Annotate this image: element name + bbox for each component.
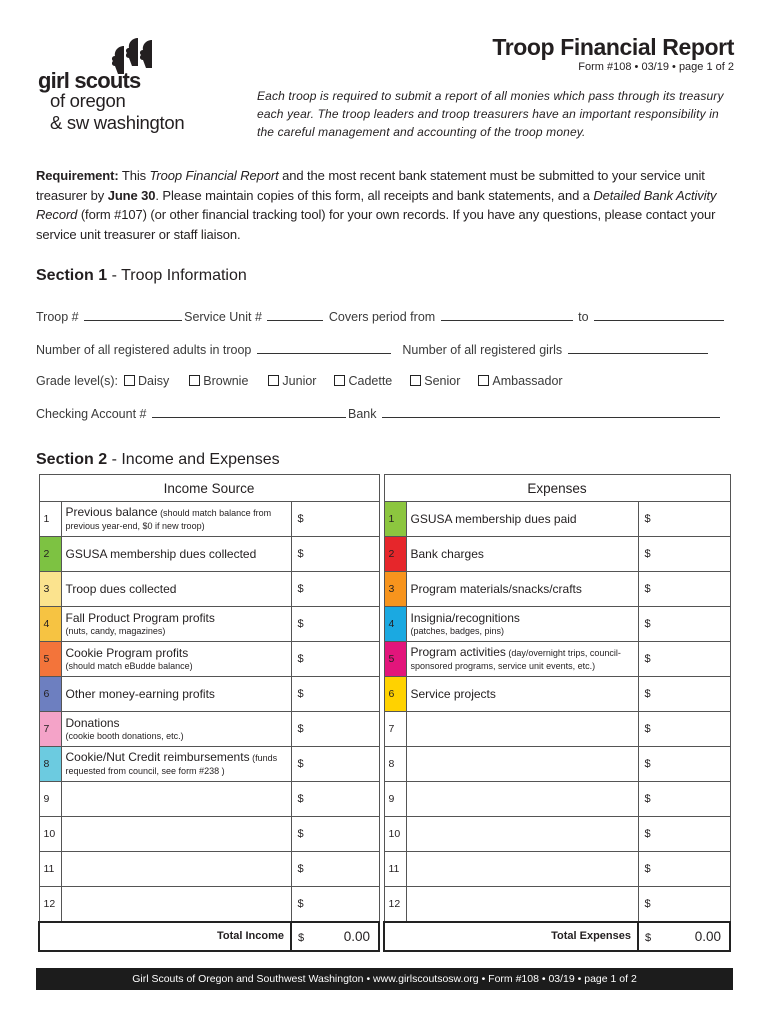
income-row-label: Donations xyxy=(65,715,120,730)
income-amount-field[interactable]: $ xyxy=(291,642,379,677)
income-amount-field[interactable]: $ xyxy=(291,502,379,537)
page-title: Troop Financial Report xyxy=(492,34,734,60)
requirement-paragraph xyxy=(36,166,736,244)
income-amount-field[interactable]: $ xyxy=(291,887,379,922)
expense-row xyxy=(384,642,730,677)
girls-field[interactable] xyxy=(568,343,708,354)
adults-label: Number of all registered adults in troop xyxy=(36,343,252,357)
income-row xyxy=(39,607,379,642)
org-name-line2: of oregon xyxy=(50,90,126,111)
income-amount-field[interactable]: $ xyxy=(291,712,379,747)
section1-heading-bold: Section 1 xyxy=(36,267,108,284)
grade-cadette-checkbox[interactable] xyxy=(334,375,345,386)
requirement-label: Requirement: xyxy=(36,168,119,183)
income-row-label-cell xyxy=(61,712,291,747)
grade-cadette-label: Cadette xyxy=(348,374,393,388)
expense-row-label-cell xyxy=(406,572,638,607)
covers-to-field[interactable] xyxy=(594,310,724,321)
income-row-label: Cookie Program profits xyxy=(65,645,189,660)
income-row-number: 1 xyxy=(39,502,61,537)
expense-row-number: 9 xyxy=(384,782,406,817)
income-amount-field[interactable]: $ xyxy=(291,572,379,607)
income-amount-field[interactable]: $ xyxy=(291,852,379,887)
expense-row-label-cell xyxy=(406,502,638,537)
expense-row-label-cell xyxy=(406,677,638,712)
expense-row-label-cell[interactable] xyxy=(406,887,638,922)
grade-daisy-checkbox[interactable] xyxy=(124,375,135,386)
income-row-number: 6 xyxy=(39,677,61,712)
expense-row xyxy=(384,817,730,852)
expense-row-label-cell[interactable] xyxy=(406,852,638,887)
req-text-3: . Please maintain copies of this form, all receipts and bank statements, and a xyxy=(155,187,594,203)
grade-senior-label: Senior xyxy=(424,374,461,388)
income-row-label: Fall Product Program profits xyxy=(65,610,215,625)
expense-row-label-cell[interactable] xyxy=(406,747,638,782)
to-label: to xyxy=(578,310,589,324)
income-row-sublabel: (cookie booth donations, etc.) xyxy=(65,730,184,741)
troop-info-row-2 xyxy=(36,343,710,357)
expense-row-note: (day/overnight trips, council- xyxy=(505,648,621,658)
expense-row-label-cell[interactable] xyxy=(406,712,638,747)
income-row-sublabel: previous year-end, $0 if new troop) xyxy=(65,521,205,531)
income-row-number: 8 xyxy=(39,747,61,782)
expense-row xyxy=(384,782,730,817)
income-row-label-cell xyxy=(61,677,291,712)
expense-amount-field[interactable]: $ xyxy=(638,782,730,817)
expense-row-number: 10 xyxy=(384,817,406,852)
expense-amount-field[interactable]: $ xyxy=(638,572,730,607)
expense-row-label: Service projects xyxy=(410,687,496,701)
grade-ambassador-checkbox[interactable] xyxy=(478,375,489,386)
section1-heading-rest: - Troop Information xyxy=(107,267,247,284)
req-deadline: June 30 xyxy=(107,187,156,203)
income-row xyxy=(39,887,379,922)
org-logo xyxy=(36,36,236,133)
income-row-label: Previous balance xyxy=(65,505,158,519)
bank-field[interactable] xyxy=(382,407,720,418)
total-expenses-value: 0.00 xyxy=(694,928,721,944)
income-row xyxy=(39,852,379,887)
income-row-label-cell xyxy=(61,537,291,572)
income-row xyxy=(39,502,379,537)
income-row-number: 9 xyxy=(39,782,61,817)
expense-row-label: Program activities xyxy=(410,645,506,659)
expenses-header: Expenses xyxy=(384,475,730,502)
income-amount-field[interactable]: $ xyxy=(291,782,379,817)
income-table xyxy=(38,474,380,952)
expense-row xyxy=(384,712,730,747)
expense-amount-field[interactable]: $ xyxy=(638,712,730,747)
expense-row-number: 8 xyxy=(384,747,406,782)
expense-row-number: 3 xyxy=(384,572,406,607)
expense-row xyxy=(384,537,730,572)
req-text-2: and the most recent bank statement must be submitted to your service unit treasurer by xyxy=(36,168,705,203)
checking-account-field[interactable] xyxy=(152,407,346,418)
expense-row xyxy=(384,502,730,537)
income-row-label-cell xyxy=(61,747,291,782)
income-row xyxy=(39,747,379,782)
expense-row-sublabel: (patches, badges, pins) xyxy=(410,625,505,636)
grade-levels-row xyxy=(36,374,563,388)
income-row-sublabel: (nuts, candy, magazines) xyxy=(65,625,166,636)
income-amount-field[interactable]: $ xyxy=(291,747,379,782)
intro-text: Each troop is required to submit a report of all monies which pass through its treasury each year. The troop leaders and troop treasurers have an important responsibility in the careful management and accounting of the troop money. xyxy=(257,89,724,139)
req-text-1: This xyxy=(118,168,150,183)
expense-amount-field[interactable]: $ xyxy=(638,887,730,922)
income-row-label-cell[interactable] xyxy=(61,817,291,852)
income-row-number: 5 xyxy=(39,642,61,677)
income-amount-field[interactable]: $ xyxy=(291,817,379,852)
income-row xyxy=(39,537,379,572)
expense-amount-field[interactable]: $ xyxy=(638,852,730,887)
income-row-label: Cookie/Nut Credit reimbursements xyxy=(65,750,250,764)
expense-row-number: 11 xyxy=(384,852,406,887)
expense-amount-field[interactable]: $ xyxy=(638,502,730,537)
troop-number-field[interactable] xyxy=(84,310,182,321)
expense-amount-field[interactable]: $ xyxy=(638,642,730,677)
total-income-value: 0.00 xyxy=(343,928,370,944)
income-row xyxy=(39,642,379,677)
bank-label: Bank xyxy=(347,407,377,421)
expense-amount-field[interactable]: $ xyxy=(638,747,730,782)
expense-amount-field[interactable]: $ xyxy=(638,537,730,572)
grade-ambassador-label: Ambassador xyxy=(492,374,563,388)
income-row-number: 4 xyxy=(39,607,61,642)
expense-row-number: 1 xyxy=(384,502,406,537)
troop-info-row-1 xyxy=(36,310,726,324)
expense-row xyxy=(384,572,730,607)
expense-row xyxy=(384,887,730,922)
req-italic-2: Detailed Bank Activity Record xyxy=(36,187,717,222)
expense-row-label: Bank charges xyxy=(410,547,484,561)
troop-number-label: Troop # xyxy=(36,310,79,324)
income-row-number: 7 xyxy=(39,712,61,747)
income-row-label-cell[interactable] xyxy=(61,782,291,817)
income-row-number: 2 xyxy=(39,537,61,572)
expense-row-label-cell xyxy=(406,537,638,572)
total-income-cell[interactable] xyxy=(291,922,379,951)
income-row-label-cell xyxy=(61,502,291,537)
total-expenses-label: Total Expenses xyxy=(384,922,638,951)
income-amount-field[interactable]: $ xyxy=(291,607,379,642)
expense-table xyxy=(383,474,731,952)
grade-brownie-label: Brownie xyxy=(203,374,249,388)
section1-heading xyxy=(36,267,247,285)
total-expenses-currency: $ xyxy=(645,931,652,944)
form-meta: Form #108 • 03/19 • page 1 of 2 xyxy=(578,61,734,73)
expense-row-label-cell xyxy=(406,642,638,677)
income-row xyxy=(39,572,379,607)
req-text-4: (form #107) (or other financial tracking tool) for your own records. If you have any questions, please contact your service unit treasurer or staff liaison. xyxy=(36,207,716,242)
income-row-number: 10 xyxy=(39,817,61,852)
expense-row-label: GSUSA membership dues paid xyxy=(410,512,577,526)
income-row xyxy=(39,677,379,712)
org-name-line3: & sw washington xyxy=(50,112,185,133)
grade-junior-label: Junior xyxy=(282,374,317,388)
income-row-number: 12 xyxy=(39,887,61,922)
income-row-number: 11 xyxy=(39,852,61,887)
expense-row xyxy=(384,607,730,642)
expense-amount-field[interactable]: $ xyxy=(638,817,730,852)
expense-row-label-cell xyxy=(406,607,638,642)
troop-info-row-4 xyxy=(36,407,722,421)
income-row-label: Troop dues collected xyxy=(65,582,177,596)
income-row-label-cell xyxy=(61,642,291,677)
income-row xyxy=(39,782,379,817)
grade-brownie-checkbox[interactable] xyxy=(189,375,200,386)
income-row xyxy=(39,712,379,747)
total-income-row xyxy=(39,922,379,951)
expense-row-number: 5 xyxy=(384,642,406,677)
expense-row-number: 7 xyxy=(384,712,406,747)
income-row-label-cell[interactable] xyxy=(61,887,291,922)
grade-senior-checkbox[interactable] xyxy=(410,375,421,386)
income-row-sublabel: requested from council, see form #238 ) xyxy=(65,766,225,776)
expense-row xyxy=(384,747,730,782)
expense-row-label-cell[interactable] xyxy=(406,782,638,817)
section2-heading-rest: - Income and Expenses xyxy=(107,451,280,468)
income-row-label: Other money-earning profits xyxy=(65,687,215,701)
income-row-label-cell[interactable] xyxy=(61,852,291,887)
footer-bar: Girl Scouts of Oregon and Southwest Washington • www.girlscoutsosw.org • Form #108 • 03/19 • page 1 of 2 xyxy=(36,968,733,990)
org-name-line1: girl scouts xyxy=(38,68,141,93)
income-row-note: (should match balance from xyxy=(157,508,272,518)
expense-row-number: 4 xyxy=(384,607,406,642)
expense-row-number: 2 xyxy=(384,537,406,572)
adults-field[interactable] xyxy=(257,343,391,354)
girls-label: Number of all registered girls xyxy=(402,343,563,357)
income-row-label-cell xyxy=(61,572,291,607)
grade-daisy-label: Daisy xyxy=(137,374,170,388)
grade-label: Grade level(s): xyxy=(36,374,118,388)
income-row xyxy=(39,817,379,852)
expense-row-number: 12 xyxy=(384,887,406,922)
income-row-number: 3 xyxy=(39,572,61,607)
section2-heading xyxy=(36,451,280,469)
expense-row xyxy=(384,677,730,712)
total-income-label: Total Income xyxy=(39,922,291,951)
service-unit-label: Service Unit # xyxy=(184,310,262,324)
covers-from-field[interactable] xyxy=(441,310,573,321)
total-income-currency: $ xyxy=(298,931,305,944)
expense-amount-field[interactable]: $ xyxy=(638,607,730,642)
covers-from-label: Covers period from xyxy=(328,310,436,324)
income-amount-field[interactable]: $ xyxy=(291,537,379,572)
expense-row-label-cell[interactable] xyxy=(406,817,638,852)
req-italic-1: Troop Financial Report xyxy=(149,168,279,183)
expense-row xyxy=(384,852,730,887)
income-header: Income Source xyxy=(39,475,379,502)
income-row-sublabel: (should match eBudde balance) xyxy=(65,660,193,671)
expense-row-label: Program materials/snacks/crafts xyxy=(410,582,582,596)
grade-junior-checkbox[interactable] xyxy=(268,375,279,386)
total-expenses-cell[interactable] xyxy=(638,922,730,951)
expense-row-sublabel: sponsored programs, service unit events, etc.) xyxy=(410,661,596,671)
expense-row-label: Insignia/recognitions xyxy=(410,610,520,625)
total-expenses-row xyxy=(384,922,730,951)
expense-row-number: 6 xyxy=(384,677,406,712)
income-row-label-cell xyxy=(61,607,291,642)
checking-account-label: Checking Account # xyxy=(36,407,147,421)
income-row-label: GSUSA membership dues collected xyxy=(65,547,257,561)
income-amount-field[interactable]: $ xyxy=(291,677,379,712)
income-row-note: (funds xyxy=(249,753,278,763)
section2-heading-bold: Section 2 xyxy=(36,451,108,468)
expense-amount-field[interactable]: $ xyxy=(638,677,730,712)
service-unit-field[interactable] xyxy=(267,310,323,321)
